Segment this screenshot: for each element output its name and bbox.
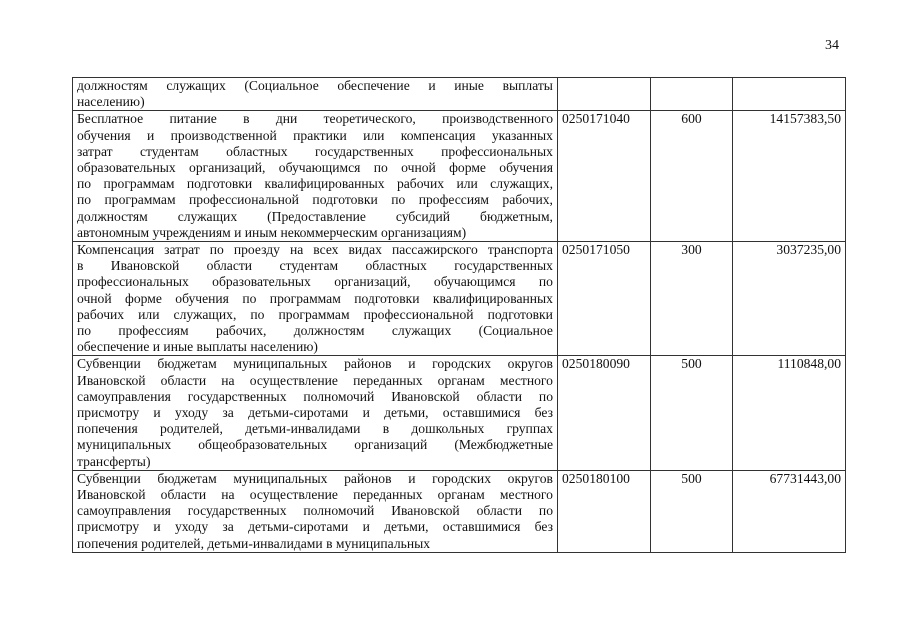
expense-type: 500 xyxy=(651,356,733,470)
target-article-code xyxy=(558,78,651,111)
description-line: попечения родителей, детьми-инвалидами в муниципальных xyxy=(77,535,431,551)
page-number: 34 xyxy=(825,38,839,53)
description-line: самоуправления государственных полномочий Ивановской области по xyxy=(77,388,553,404)
budget-table xyxy=(72,77,846,553)
description-line: Ивановской области на осуществление переданных органам местного xyxy=(77,372,553,388)
amount xyxy=(733,78,846,111)
description-line: в Ивановской области студентам областных государственных xyxy=(77,258,553,274)
expense-type xyxy=(651,78,733,111)
row-description xyxy=(73,242,558,356)
row-description xyxy=(73,78,558,111)
amount: 14157383,50 xyxy=(733,111,846,242)
description-line: автономным учреждениям и иным некоммерческим организациям) xyxy=(77,224,467,240)
description-line: попечения родителей, детьми-инвалидами в дошкольных группах xyxy=(77,421,553,437)
description-line: по программам профессиональной подготовки по профессиям рабочих, xyxy=(77,192,553,208)
table-row xyxy=(73,356,846,470)
amount: 67731443,00 xyxy=(733,470,846,552)
budget-table-body xyxy=(73,78,846,553)
description-line: Бесплатное питание в дни теоретического, производственного xyxy=(77,111,553,127)
description-line: трансферты) xyxy=(77,453,151,469)
description-line: самоуправления государственных полномочий Ивановской области по xyxy=(77,503,553,519)
table-row xyxy=(73,111,846,242)
expense-type: 300 xyxy=(651,242,733,356)
description-line: присмотру и уходу за детьми-сиротами и детьми, оставшимися без xyxy=(77,405,553,421)
description-line: должностям служащих (Социальное обеспечение и иные выплаты xyxy=(77,78,553,93)
description-line: должностям служащих (Предоставление субсидий бюджетным, xyxy=(77,208,553,224)
description-line: населению) xyxy=(77,94,145,110)
row-description xyxy=(73,111,558,242)
description-line: по профессиям рабочих, должностям служащих (Социальное xyxy=(77,323,553,339)
table-row xyxy=(73,78,846,111)
description-line: очной форме обучения по программам подготовки квалифицированных xyxy=(77,290,553,306)
target-article-code: 0250180100 xyxy=(558,470,651,552)
description-line: Субвенции бюджетам муниципальных районов и городских округов xyxy=(77,356,553,372)
row-description xyxy=(73,356,558,470)
description-line: образовательных организаций, обучающимся по очной форме обучения xyxy=(77,160,553,176)
target-article-code: 0250180090 xyxy=(558,356,651,470)
description-line: профессиональных образовательных организаций, обучающимся по xyxy=(77,274,553,290)
description-line: обеспечение и иные выплаты населению) xyxy=(77,339,318,355)
table-row xyxy=(73,242,846,356)
row-description xyxy=(73,470,558,552)
description-line: обучения и производственной практики или компенсация указанных xyxy=(77,127,553,143)
description-line: присмотру и уходу за детьми-сиротами и детьми, оставшимися без xyxy=(77,519,553,535)
amount: 3037235,00 xyxy=(733,242,846,356)
description-line: по программам подготовки квалифицированных рабочих или служащих, xyxy=(77,176,553,192)
table-row xyxy=(73,470,846,552)
expense-type: 500 xyxy=(651,470,733,552)
target-article-code: 0250171050 xyxy=(558,242,651,356)
description-line: Ивановской области на осуществление переданных органам местного xyxy=(77,487,553,503)
description-line: затрат студентам областных государственных профессиональных xyxy=(77,143,553,159)
description-line: муниципальных общеобразовательных организаций (Межбюджетные xyxy=(77,437,553,453)
description-line: рабочих или служащих, по программам профессиональной подготовки xyxy=(77,306,553,322)
description-line: Компенсация затрат по проезду на всех видах пассажирского транспорта xyxy=(77,242,553,258)
target-article-code: 0250171040 xyxy=(558,111,651,242)
expense-type: 600 xyxy=(651,111,733,242)
amount: 1110848,00 xyxy=(733,356,846,470)
description-line: Субвенции бюджетам муниципальных районов и городских округов xyxy=(77,470,553,486)
